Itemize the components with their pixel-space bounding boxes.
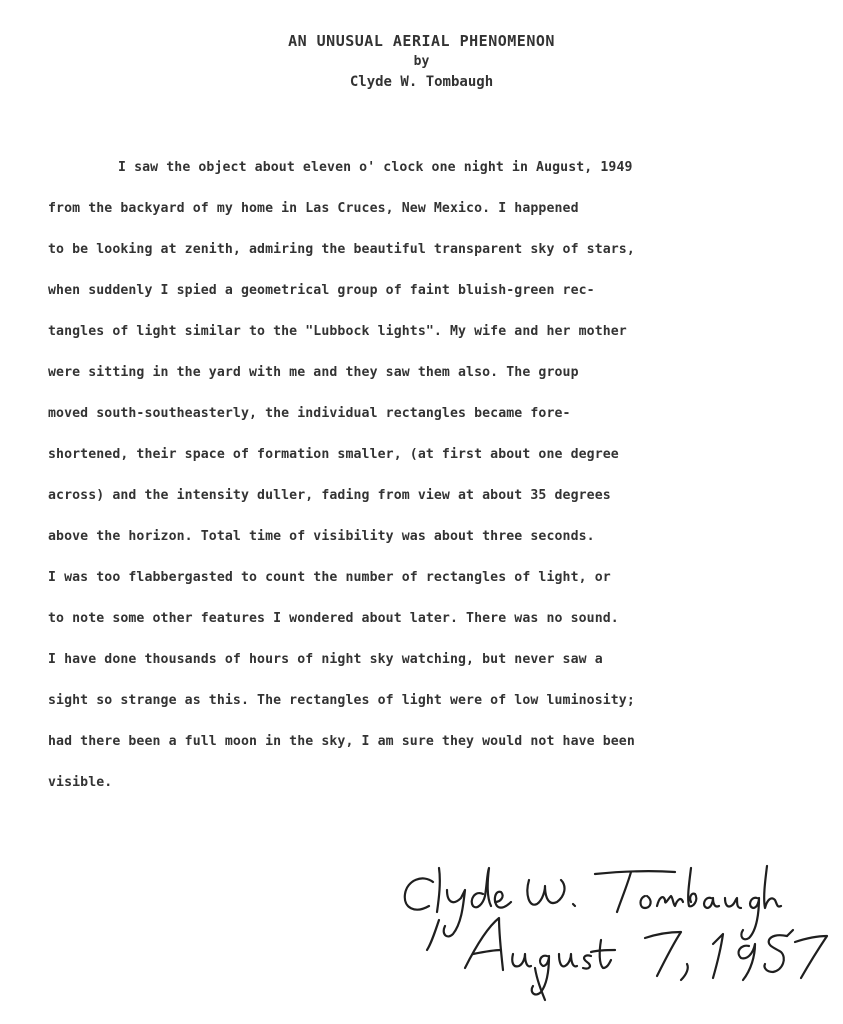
document-title: AN UNUSUAL AERIAL PHENOMENON (288, 32, 555, 50)
body-line: tangles of light similar to the "Lubbock lights". My wife and her mother (48, 324, 627, 339)
body-line: when suddenly I spied a geometrical group of faint bluish-green rec- (48, 283, 595, 298)
body-line: from the backyard of my home in Las Cruces, New Mexico. I happened (48, 201, 579, 216)
body-line: I have done thousands of hours of night sky watching, but never saw a (48, 652, 603, 667)
body-line: to note some other features I wondered about later. There was no sound. (48, 611, 619, 626)
body-line: shortened, their space of formation smaller, (at first about one degree (48, 447, 619, 462)
body-line: across) and the intensity duller, fading from view at about 35 degrees (48, 488, 611, 503)
body-line: had there been a full moon in the sky, I am sure they would not have been (48, 734, 635, 749)
body-line: above the horizon. Total time of visibility was about three seconds. (48, 529, 595, 544)
body-text (48, 156, 808, 812)
body-line: I saw the object about eleven o' clock one night in August, 1949 (118, 160, 633, 175)
body-line: were sitting in the yard with me and they saw them also. The group (48, 365, 579, 380)
byline-by: by (413, 54, 430, 69)
handwritten-signature (395, 860, 835, 1010)
body-line: I was too flabbergasted to count the number of rectangles of light, or (48, 570, 611, 585)
body-line: to be looking at zenith, admiring the beautiful transparent sky of stars, (48, 242, 635, 257)
body-line: moved south-southeasterly, the individual rectangles became fore- (48, 406, 571, 421)
signature-drawing (395, 860, 835, 1010)
body-line: visible. (48, 775, 113, 790)
byline-author: Clyde W. Tombaugh (349, 74, 494, 90)
body-line: sight so strange as this. The rectangles of light were of low luminosity; (48, 693, 635, 708)
